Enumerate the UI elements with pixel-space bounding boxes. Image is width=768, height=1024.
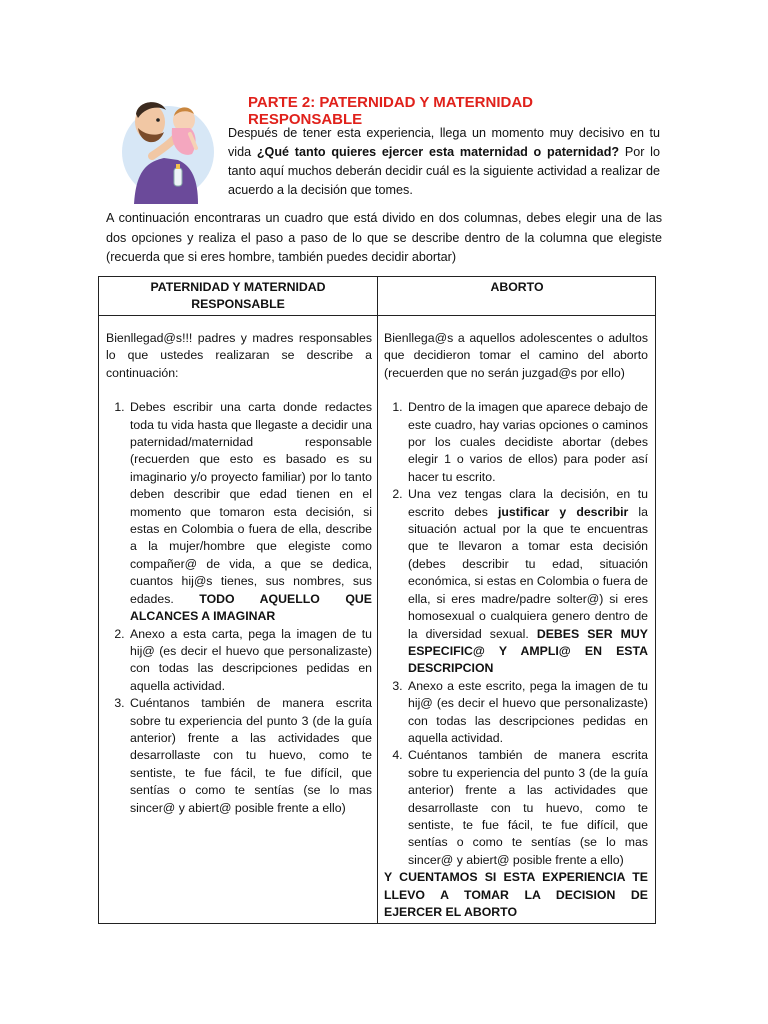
aborto-closing-statement: Y CUENTAMOS SI ESTA EXPERIENCIA TE LLEVO A TOMAR LA DECISION DE EJERCER EL ABORTO [384,870,648,919]
intro-plain-text: Después de tener esta experiencia, llega un momento muy decisivo en tu vida [228,126,660,159]
father-holding-baby-illustration [112,92,224,204]
table-column-divider [377,276,378,924]
list-item [406,747,648,869]
paternidad-greeting: Bienllegad@s!!! padres y madres responsables lo que ustedes realizaran se describe a continuación: [106,331,372,380]
column-paternidad-content [106,330,372,817]
list-item [406,678,648,748]
list-item-bold: DEBES SER MUY ESPECIFIC@ Y AMPLI@ EN ESTA DESCRIPCION [408,626,648,676]
list-item-text: Anexo a esta carta, pega la imagen de tu hij@ (es decir el huevo que personalizaste) con todas las descripciones pedidas en aquella actividad. [130,626,372,693]
aborto-greeting: Bienllega@s a aquellos adolescentes o adultos que decidieron tomar el camino del aborto (recuerden que no serán juzgad@s por ello) [384,331,648,380]
instructions-paragraph: A continuación encontraras un cuadro que está divido en dos columnas, debes elegir una de las dos opciones y realiza el paso a paso de lo que se describe dentro de la columna que elegiste (recuerda que si eres hombre, también puedes decidir abortar) [106,211,662,264]
list-item-text: Debes escribir una carta donde redactes toda tu vida hasta que llegaste a decidir una paternidad/maternidad responsable (recuerden que esto es basado es su imaginario y/o proyecto familiar) por lo tanto deben describir que edad tienen en el momento que tomaron esta decisión, si estas en Colombia o fuera de ella, describe a la mujer/hombre que elegiste como compañer@ de vida, a que se dedica, cuantos hij@s tienes, sus nombres, sus edades. [130,400,372,606]
intro-rest-text: Por lo tanto aquí muchos deberán decidir cuál es la siguiente actividad a realizar de acuerdo a la decisión que tomes. [228,145,660,197]
column-aborto-content [384,330,648,921]
list-item [128,626,372,696]
page-title: PARTE 2: PATERNIDAD Y MATERNIDAD RESPONSABLE [248,94,534,128]
intro-bold-question: ¿Qué tanto quieres ejercer esta maternidad o paternidad? [256,145,620,159]
column-header-paternidad: PATERNIDAD Y MATERNIDAD RESPONSABLE [150,280,326,311]
column-header-aborto: ABORTO [490,280,544,294]
list-item-bold: TODO AQUELLO QUE ALCANCES A IMAGINAR [130,591,372,624]
list-item [406,399,648,486]
table-header-divider [98,315,656,316]
list-item-text: Dentro de la imagen que aparece debajo de este cuadro, hay varias opciones o caminos por los cuales decidiste abortar (debes elegir 1 o varios de ellos) para poder así hacer tu escrito. [408,400,648,484]
list-item-text: Anexo a este escrito, pega la imagen de tu hij@ (es decir el huevo que personalizaste) con todas las descripciones pedidas en aquella actividad. [408,678,648,745]
list-item-text: Cuéntanos también de manera escrita sobre tu experiencia del punto 3 (de la guía anterior) frente a las actividades que desarrollaste con tu huevo, como te sentiste, te fue fácil, te fue difícil, que sentías o como te sentías (se lo mas sincer@ y abiert@ posible frente a ello) [408,748,648,867]
list-item [406,486,648,677]
list-item [128,399,372,625]
aborto-steps-list [384,399,648,869]
intro-paragraph [228,124,660,200]
paternidad-steps-list [106,399,372,817]
list-item [128,695,372,817]
list-item-bold: justificar y describir [497,504,629,519]
list-item-text: Una vez tengas clara la decisión, en tu escrito debes [408,487,648,519]
list-item-text: la situación actual por la que te encuentras que te llevaron a tomar esta decisión (debes describir tu edad, situación económica, si estas en Colombia o fuera de ella, si eres madre/padre solter@) si eres homosexual o cualquiera genero dentro de la diversidad sexual. [408,504,648,641]
list-item-text: Cuéntanos también de manera escrita sobre tu experiencia del punto 3 (de la guía anterior) frente a las actividades que desarrollaste con tu huevo, como te sentiste, te fue fácil, te fue difícil, que sentías o como te sentías (se lo mas sincer@ y abiert@ posible frente a ello) [130,696,372,815]
